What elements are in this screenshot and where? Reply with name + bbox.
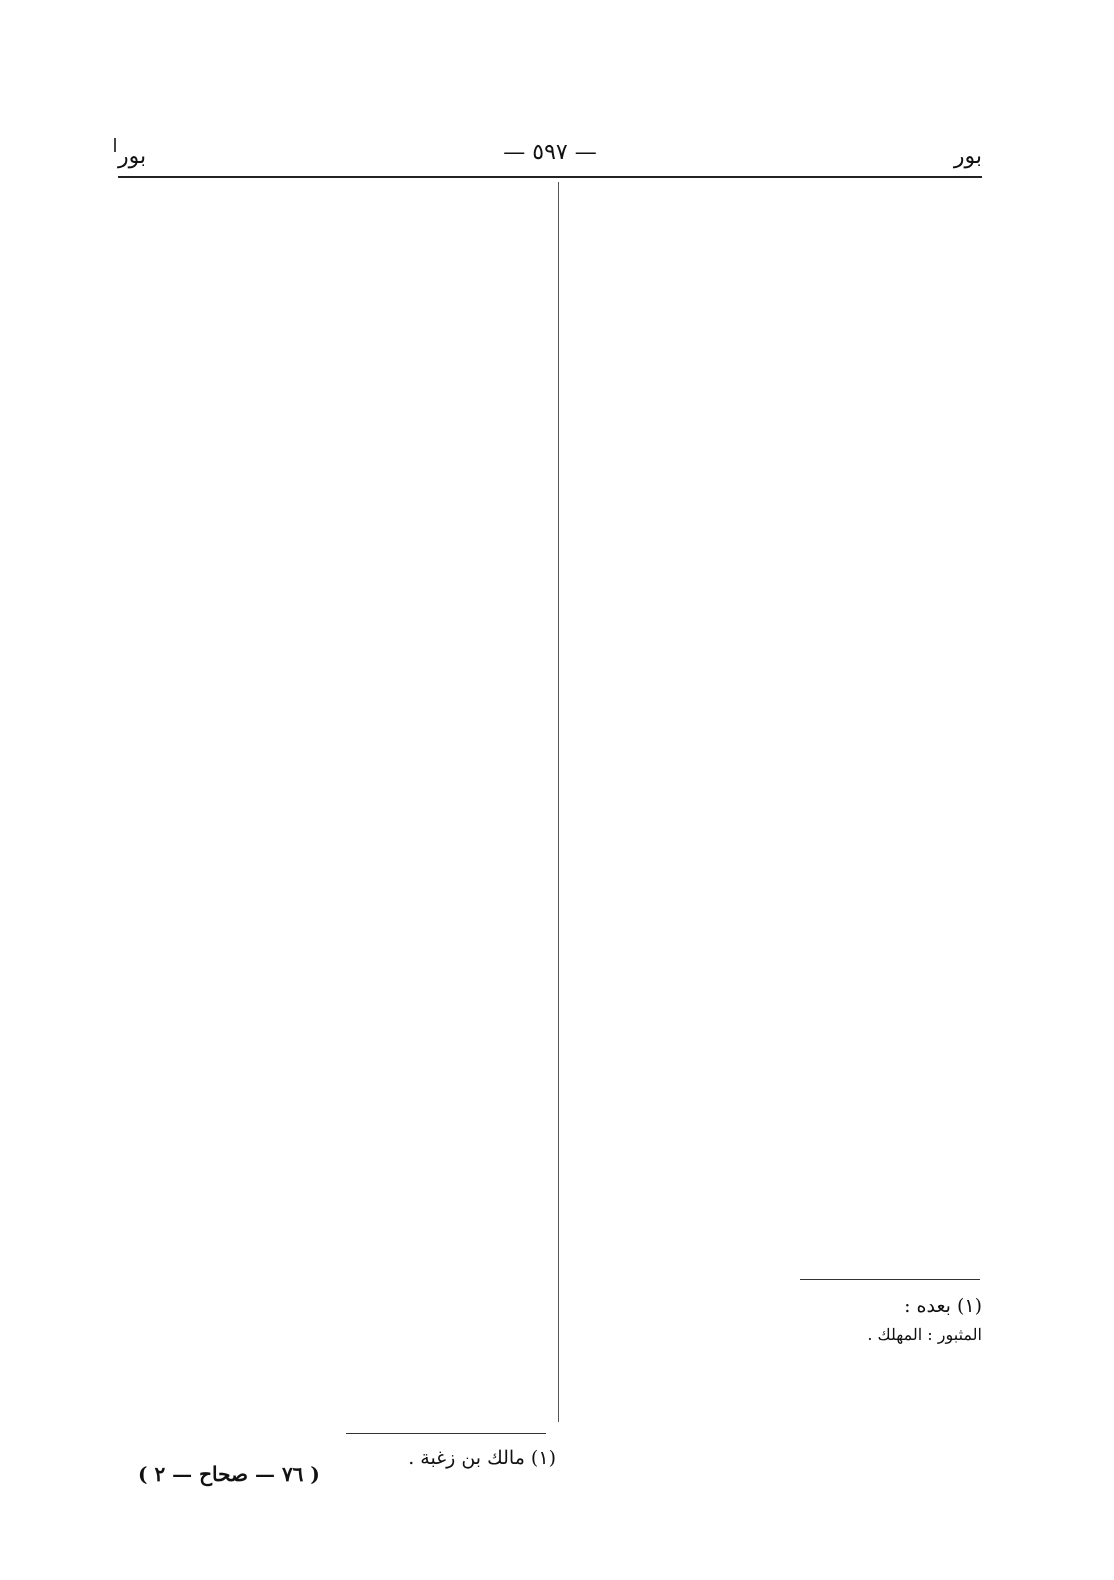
margin-mark: [114, 138, 116, 152]
footnote-left-text: (١) مالك بن زغبة .: [408, 1447, 556, 1469]
left-column: [138, 190, 552, 1418]
footnote-rule-left: [346, 1433, 546, 1434]
column-divider: [558, 182, 559, 1422]
page-number: — ٥٩٧ —: [503, 140, 597, 165]
footnote-left: [346, 1442, 556, 1474]
running-header: [118, 136, 982, 176]
signature-mark: ( ٧٦ — صحاح — ٢ ): [138, 1462, 320, 1486]
header-right-word: بور: [953, 143, 982, 169]
right-column: [568, 190, 982, 1418]
footnote-right-marker: (١) بعده :: [904, 1295, 982, 1317]
footnote-right: [600, 1290, 982, 1348]
footnote-rule-right: [800, 1279, 980, 1280]
header-left-word: بور: [118, 143, 147, 169]
header-rule: [118, 176, 982, 178]
footnote-right-gloss: المثبور : المهلك .: [867, 1325, 982, 1344]
